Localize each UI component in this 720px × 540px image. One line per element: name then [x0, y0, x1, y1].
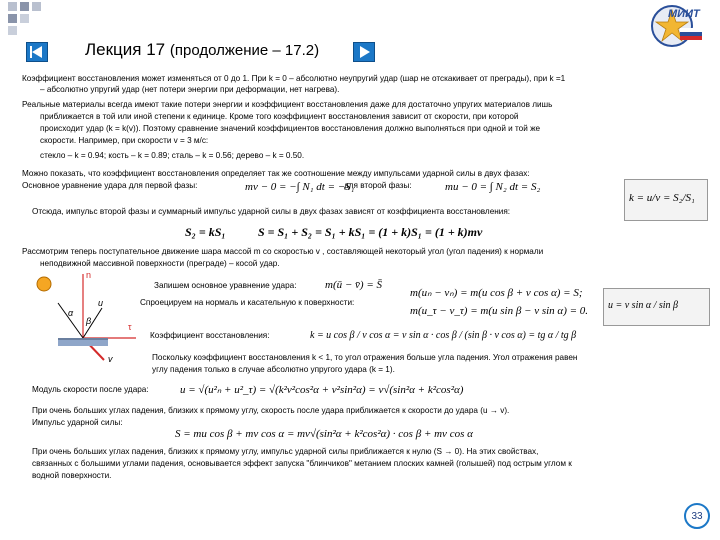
text-line: неподвижной массивной поверхности (преграде) – косой удар. [40, 259, 280, 268]
formula-u-mod: u = √(u²ₙ + u²_τ) = √(k²v²cos²α + v²sin²α) = v√(sin²α + k²cos²α) [180, 384, 464, 396]
text-line: Модуль скорости после удара: [32, 385, 149, 394]
prev-slide-button[interactable] [26, 42, 48, 62]
text-line: Коэффициент восстановления: [150, 331, 270, 340]
text-line: приближается в той или иной степени к единице. Кроме того коэффициент восстановления зависит от скорости, при которой [40, 112, 519, 121]
surface [58, 340, 108, 346]
beta-label: β [86, 316, 92, 326]
formula-u-expr: u = v sin α / sin β [608, 300, 679, 311]
u-label: u [98, 298, 104, 308]
impact-diagram [28, 268, 148, 368]
text-line: Запишем основное уравнение удара: [154, 281, 297, 290]
text-line: Импульс ударной силы: [32, 418, 123, 427]
formula-proj-t: m(u_τ − v_τ) = m(u sin β − v sin α) = 0. [410, 305, 589, 317]
text-line: Отсюда, импульс второй фазы и суммарный импульс ударной силы в двух фазах зависят от коэффициента восстановления: [32, 207, 511, 216]
page-number: 33 [691, 510, 703, 522]
decor-square [20, 14, 29, 23]
decor-square [32, 2, 41, 11]
text-line: Реальные материалы всегда имеют такие потери энергии и коэффициент восстановления даже для достаточно упругих материалов лишь [22, 100, 553, 109]
tangent-label: τ [128, 322, 132, 332]
page-number-badge [684, 503, 710, 529]
formula-main-eq: m(ū − v̄) = S̄ [325, 279, 382, 291]
next-slide-button[interactable] [353, 42, 375, 62]
formula-s-expr: S = mu cos β + mv cos α = mv√(sin²α + k²cos²α) · cos β + mv cos α [175, 428, 473, 440]
text-line: стекло – k = 0.94; кость – k = 0.89; сталь – k = 0.56; дерево – k = 0.50. [40, 151, 305, 160]
text-line: При очень больших углах падения, близких к прямому углу, скорость после удара приближается к скорости до удара (u → v). [32, 406, 510, 415]
text-line: скорости. Например, при скорости v = 3 м/с: [40, 136, 209, 145]
formula-s-total: S = S₁ + S₂ = S₁ + kS₁ = (1 + k)S₁ = (1 + k)mv [258, 225, 483, 239]
alpha-label: α [68, 308, 74, 318]
ball-icon [37, 277, 51, 291]
formula-box [624, 179, 708, 221]
decor-square [8, 14, 17, 23]
decor-square [8, 2, 17, 11]
formula-proj-n: m(uₙ − vₙ) = m(u cos β + v cos α) = S; [410, 287, 583, 299]
text-line: углу падения только в случае абсолютно упругого удара (k = 1). [152, 365, 395, 374]
text-line: Можно показать, что коэффициент восстановления определяет так же соотношение между импульсами ударной силы в двух фазах: [22, 169, 530, 178]
text-line: Поскольку коэффициент восстановления k < 1, то угол отражения больше угла падения. Угол отражения равен [152, 353, 578, 362]
text-line: водной поверхности. [32, 471, 112, 480]
text-line: – абсолютно упругий удар (нет потери энергии при деформации, нет нагрева). [40, 85, 340, 94]
formula-box [603, 288, 710, 326]
v-label: v [108, 354, 113, 364]
page-title: Лекция 17 (продолжение – 17.2) [85, 40, 320, 59]
text-line: Основное уравнение удара для первой фазы: [22, 181, 198, 190]
decor-square [20, 2, 29, 11]
formula-s2: S₂ = kS₁ [185, 225, 226, 239]
text-line: связанных с большими углами падения, основывается эффект запуска "блинчиков" метанием плоских камней (голышей) под острым углом к [32, 459, 572, 468]
formula-phase2: mu − 0 = ∫ N₂ dt = S₂ [445, 181, 541, 193]
normal-label: n [86, 270, 92, 280]
text-line: При очень больших углах падения, близких к прямому углу, импульс ударной силы приближается к нулю (S → 0). На этих свойствах, [32, 447, 539, 456]
logo [648, 2, 704, 48]
text-line: для второй фазы: [344, 181, 412, 190]
formula-phase1: mv − 0 = −∫ N₁ dt = −S₁ [245, 181, 355, 193]
text-line: происходит удар (k = k(v)). Поэтому сравнение значений коэффициентов восстановления должно выполняться при одной и той же [40, 124, 541, 133]
formula-k-ratio: k = u/v = S₂/S₁ [629, 192, 695, 204]
formula-k-expr: k = u cos β / v cos α = v sin α · cos β / (sin β · v cos α) = tg α / tg β [310, 330, 577, 341]
decor-square [8, 26, 17, 35]
surface-edge [58, 338, 108, 340]
logo-text: МИИТ [668, 8, 700, 20]
text-line: Коэффициент восстановления может изменяться от 0 до 1. При k = 0 – абсолютно неупругий удар (шар не отскакивает от преграды), при k =1 [22, 74, 566, 83]
text-line: Спроецируем на нормаль и касательную к поверхности: [140, 298, 355, 307]
text-line: Рассмотрим теперь поступательное движение шара массой m со скоростью v , составляющей некоторый угол (угол падения) к нормали [22, 247, 544, 256]
